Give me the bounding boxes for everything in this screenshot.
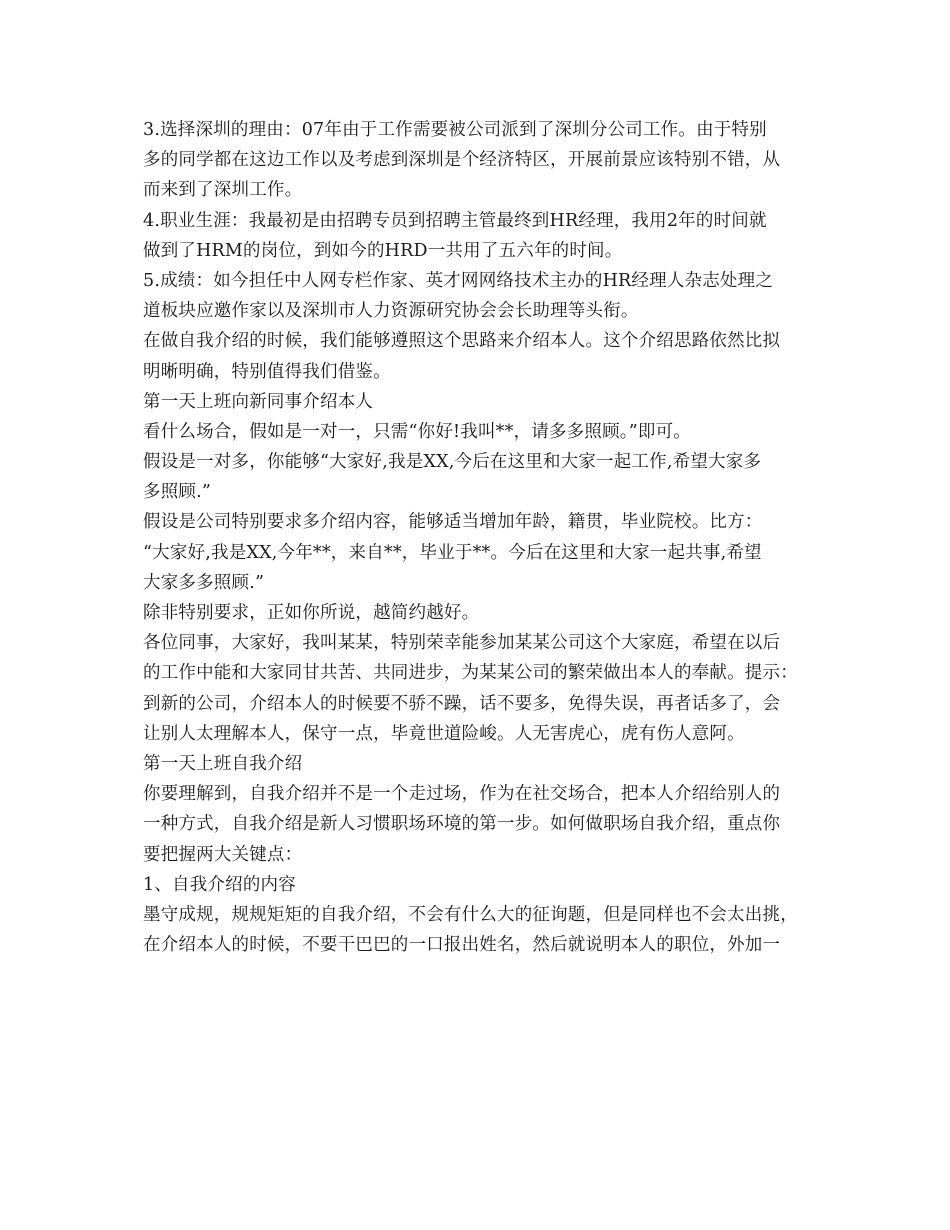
section-heading: 第一天上班向新同事介绍本人 [143,391,374,412]
text-line: 在做自我介绍的时候，我们能够遵照这个思路来介绍本人。这个介绍思路依然比拟 [143,331,781,352]
text-line: 到新的公司，介绍本人的时候要不骄不躁，话不要多，免得失误，再者话多了，会 [143,693,781,714]
text-line: 多照顾.” [143,482,212,503]
text-line: 除非特别要求，正如你所说，越简约越好。 [143,603,480,623]
text-line: 明晰明确，特别值得我们借鉴。 [143,361,391,382]
document-body [143,115,823,960]
text-line: 大家多多照顾.” [143,572,265,593]
text-line: 3.选择深圳的理由：07年由于工作需要被公司派到了深圳分公司工作。由于特别 [143,120,767,140]
text-line: 做到了HRM的岗位，到如今的HRD一共用了五六年的时间。 [143,240,623,261]
text-line: 假设是一对多，你能够“大家好,我是XX,今后在这里和大家一起工作,希望大家多 [143,452,762,473]
section-heading: 第一天上班自我介绍 [143,753,303,774]
text-line: 而来到了深圳工作。 [143,180,303,201]
text-line: 各位同事，大家好，我叫某某，特别荣幸能参加某某公司这个大家庭，希望在以后 [143,633,781,654]
text-line: 墨守成规，规规矩矩的自我介绍，不会有什么大的征询题，但是同样也不会太出挑， [143,904,798,925]
text-line: 让别人太理解本人，保守一点，毕竟世道险峻。人无害虎心，虎有伤人意阿。 [143,723,745,744]
text-line: 道板块应邀作家以及深圳市人力资源研究协会会长助理等头衔。 [143,301,639,322]
subsection-heading: 1、自我介绍的内容 [143,874,296,895]
text-line: 你要理解到，自我介绍并不是一个走过场，作为在社交场合，把本人介绍给别人的 [143,784,781,805]
text-line: 看什么场合，假如是一对一，只需“你好!我叫**，请多多照顾。”即可。 [143,421,691,442]
text-line: 一种方式，自我介绍是新人习惯职场环境的第一步。如何做职场自我介绍，重点你 [143,814,781,835]
text-line: 多的同学都在这边工作以及考虑到深圳是个经济特区，开展前景应该特别不错，从 [143,150,781,171]
text-line: 的工作中能和大家同甘共苦、共同进步，为某某公司的繁荣做出本人的奉献。提示： [143,663,798,684]
text-line: 5.成绩：如今担任中人网专栏作家、英才网网络技术主办的HR经理人杂志处理之 [143,270,774,291]
text-line: 在介绍本人的时候，不要干巴巴的一口报出姓名，然后就说明本人的职位，外加一 [143,935,781,956]
text-line: 假设是公司特别要求多介绍内容，能够适当增加年龄，籍贯，毕业院校。比方： [143,512,763,533]
text-line: 4.职业生涯：我最初是由招聘专员到招聘主管最终到HR经理，我用2年的时间就 [143,210,767,231]
text-line: 要把握两大关键点： [143,844,303,865]
text-line: “大家好,我是XX,今年**，来自**，毕业于**。今后在这里和大家一起共事,希望 [143,542,762,563]
